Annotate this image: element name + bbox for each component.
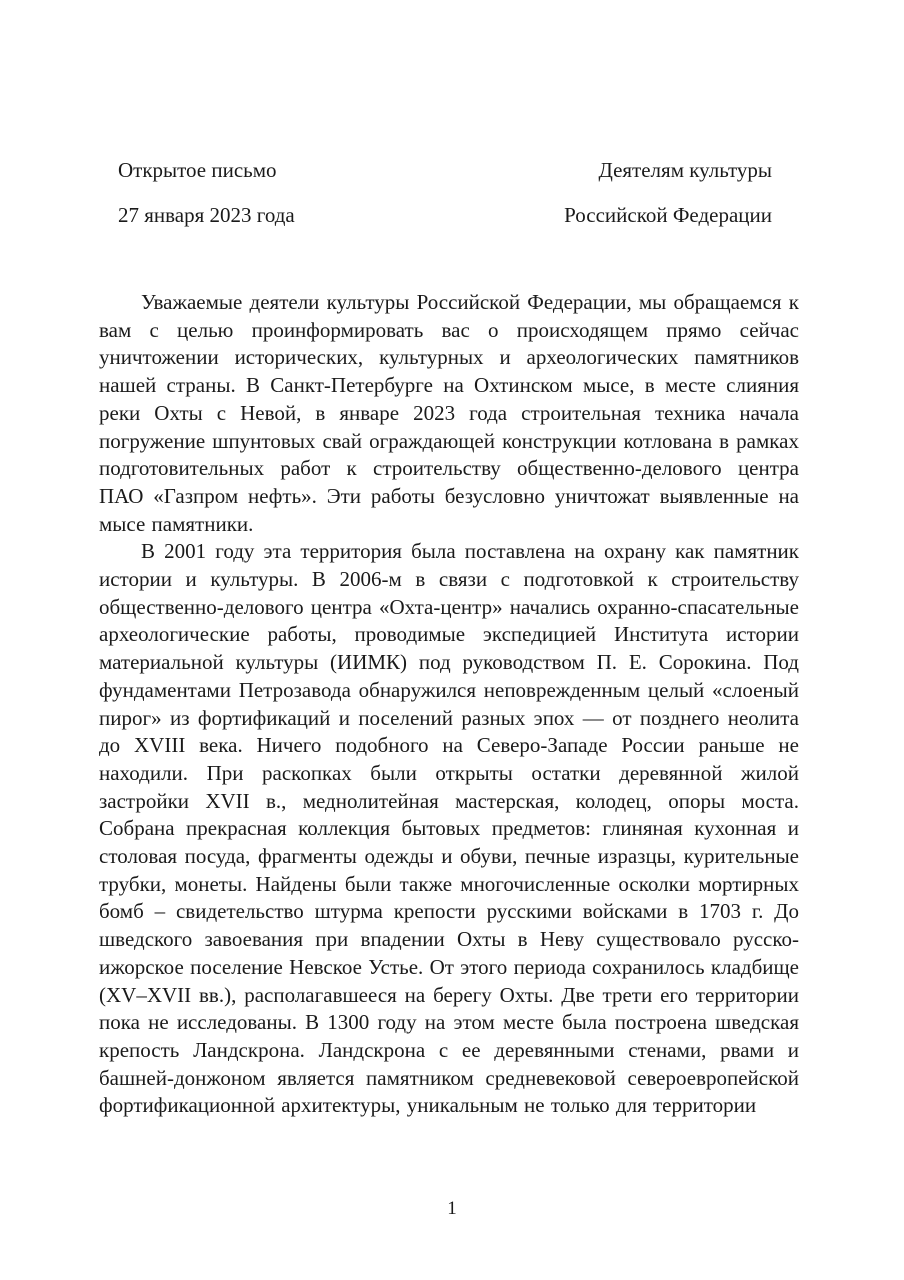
letter-body bbox=[99, 289, 799, 1120]
page-footer bbox=[0, 1196, 904, 1222]
recipient-line-2: Российской Федерации bbox=[564, 203, 772, 227]
letter-header bbox=[99, 156, 799, 246]
letter-recipient-block bbox=[564, 156, 772, 229]
page-number: 1 bbox=[447, 1198, 457, 1219]
letter-type-label: Открытое письмо bbox=[118, 158, 277, 182]
letter-date: 27 января 2023 года bbox=[118, 203, 295, 227]
letter-header-left bbox=[118, 156, 295, 229]
body-paragraph-2: В 2001 году эта территория была поставлена на охрану как памятник истории и культуры. В 2006-м в связи с подготовкой к строительству общественно-делового центра «Охта-центр» начались охранно-спасательные археологические работы, проводимые экспедицией Института истории материальной культуры (ИИМК) под руководством П. Е. Сорокина. Под фундаментами Петрозавода обнаружился неповрежденным целый «слоеный пирог» из фортификаций и поселений разных эпох — от позднего неолита до XVIII века. Ничего подобного на Северо-Западе России раньше не находили. При раскопках были открыты остатки деревянной жилой застройки XVII в., меднолитейная мастерская, колодец, опоры моста. Собрана прекрасная коллекция бытовых предметов: глиняная кухонная и столовая посуда, фрагменты одежды и обуви, печные изразцы, курительные трубки, монеты. Найдены были также многочисленные осколки мортирных бомб – свидетельство штурма крепости русскими войсками в 1703 г. До шведского завоевания при впадении Охты в Неву существовало русско-ижорское поселение Невское Устье. От этого периода сохранилось кладбище (XV–XVII вв.), располагавшееся на берегу Охты. Две трети его территории пока не исследованы. В 1300 году на этом месте была построена шведская крепость Ландскрона. Ландскрона с ее деревянными стенами, рвами и башней-донжоном является памятником средневековой североевропейской фортификационной архитектуры, уникальным не только для территории bbox=[99, 539, 799, 1118]
recipient-line-1: Деятелям культуры bbox=[598, 158, 772, 182]
body-paragraph-1: Уважаемые деятели культуры Российской Федерации, мы обращаемся к вам с целью проинформировать вас о происходящем прямо сейчас уничтожении исторических, культурных и археологических памятников нашей страны. В Санкт-Петербурге на Охтинском мысе, в месте слияния реки Охты с Невой, в январе 2023 года строительная техника начала погружение шпунтовых свай ограждающей конструкции котлована в рамках подготовительных работ к строительству общественно-делового центра ПАО «Газпром нефть». Эти работы безусловно уничтожат выявленные на мысе памятники. bbox=[99, 290, 799, 536]
